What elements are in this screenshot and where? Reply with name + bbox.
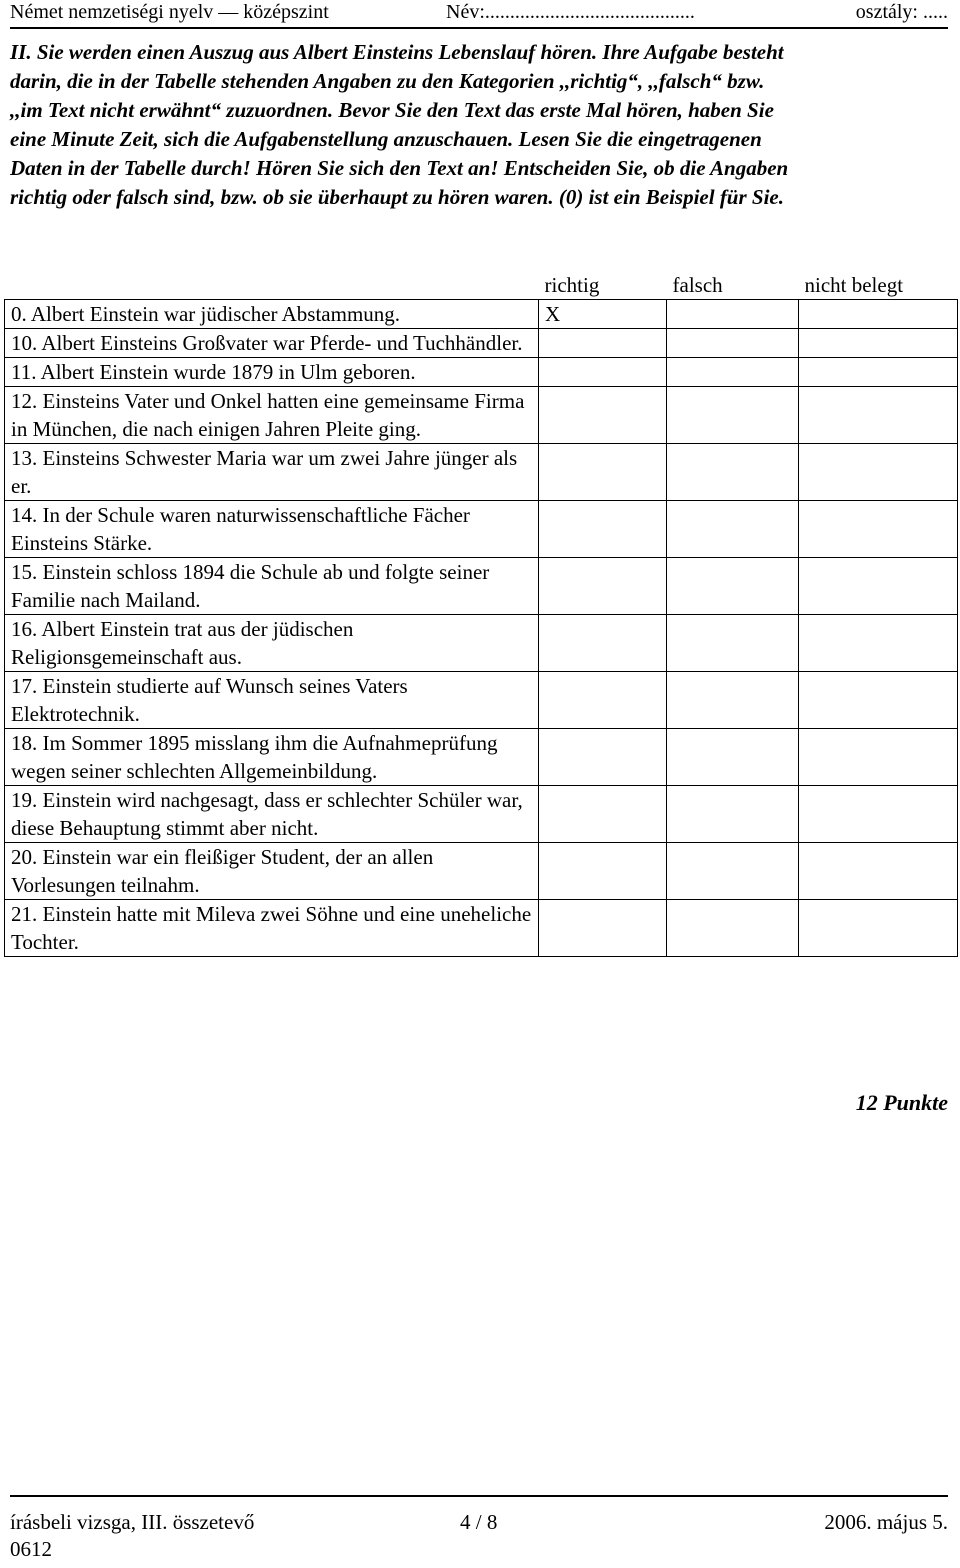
statement-cell — [5, 444, 539, 501]
table-row — [5, 672, 958, 729]
column-header-richtig: richtig — [544, 273, 600, 297]
statement-cell — [5, 387, 539, 444]
answer-cell-richtig[interactable] — [539, 900, 667, 957]
answer-cell-falsch[interactable] — [667, 729, 799, 786]
statement-cell — [5, 300, 539, 329]
statement-number: 21. — [11, 902, 38, 926]
statement-text: Albert Einsteins Großvater war Pferde- und Tuchhändler. — [41, 331, 523, 355]
class-field-label: osztály: ..... — [855, 1, 948, 23]
answer-cell-nicht-belegt[interactable] — [799, 444, 958, 501]
statement-cell — [5, 900, 539, 957]
statement-cell — [5, 786, 539, 843]
answer-cell-richtig[interactable] — [539, 786, 667, 843]
table-row — [5, 900, 958, 957]
answer-cell-richtig[interactable] — [539, 444, 667, 501]
header-divider — [10, 27, 948, 29]
answer-cell-falsch[interactable] — [667, 672, 799, 729]
answer-cell-falsch[interactable] — [667, 786, 799, 843]
table-row — [5, 786, 958, 843]
column-header-nicht-belegt: nicht belegt — [804, 273, 904, 297]
answer-cell-nicht-belegt[interactable] — [799, 329, 958, 358]
table-row — [5, 329, 958, 358]
points-label: 12 Punkte — [855, 1090, 948, 1115]
answer-cell-falsch[interactable] — [667, 329, 799, 358]
statement-cell — [5, 672, 539, 729]
answer-table — [4, 269, 958, 957]
answer-cell-nicht-belegt[interactable] — [799, 900, 958, 957]
statement-text: Albert Einstein war jüdischer Abstammung. — [30, 302, 401, 326]
answer-cell-nicht-belegt[interactable] — [799, 843, 958, 900]
answer-cell-richtig[interactable] — [539, 329, 667, 358]
answer-cell-falsch[interactable] — [667, 615, 799, 672]
table-row — [5, 615, 958, 672]
statement-text: Einstein studierte auf Wunsch seines Vaters Elektrotechnik. — [11, 674, 408, 726]
statement-cell — [5, 358, 539, 387]
statement-number: 13. — [11, 446, 38, 470]
statement-cell — [5, 843, 539, 900]
footer-divider — [10, 1495, 948, 1497]
table-row — [5, 387, 958, 444]
statement-number: 19. — [11, 788, 38, 812]
statement-text: Einstein wird nachgesagt, dass er schlechter Schüler war, diese Behauptung stimmt aber nicht. — [11, 788, 523, 840]
statement-column-header — [5, 269, 539, 300]
statement-text: Albert Einstein wurde 1879 in Ulm geboren. — [40, 360, 416, 384]
answer-cell-nicht-belegt[interactable] — [799, 300, 958, 329]
task-instructions — [10, 38, 950, 212]
statement-number: 15. — [11, 560, 38, 584]
instruction-line: darin, die in der Tabelle stehenden Angaben zu den Kategorien ,,richtig“, ,,falsch“ bzw. — [10, 69, 765, 93]
answer-cell-falsch[interactable] — [667, 387, 799, 444]
table-row — [5, 843, 958, 900]
statement-cell — [5, 329, 539, 358]
answer-cell-falsch[interactable] — [667, 444, 799, 501]
statement-number: 14. — [11, 503, 38, 527]
answer-cell-nicht-belegt[interactable] — [799, 558, 958, 615]
answer-cell-nicht-belegt[interactable] — [799, 729, 958, 786]
statement-text: Einsteins Vater und Onkel hatten eine gemeinsame Firma in München, die nach einigen Jahren Pleite ging. — [11, 389, 525, 441]
statement-cell — [5, 615, 539, 672]
answer-cell-richtig[interactable] — [539, 729, 667, 786]
answer-cell-nicht-belegt[interactable] — [799, 387, 958, 444]
column-header-falsch: falsch — [672, 273, 723, 297]
answer-cell-nicht-belegt[interactable] — [799, 615, 958, 672]
answer-cell-richtig[interactable] — [539, 843, 667, 900]
answer-cell-richtig[interactable] — [539, 358, 667, 387]
table-row — [5, 358, 958, 387]
statement-cell — [5, 501, 539, 558]
answer-cell-falsch[interactable] — [667, 358, 799, 387]
answer-cell-richtig[interactable] — [539, 558, 667, 615]
statement-number: 0. — [11, 302, 27, 326]
table-row — [5, 300, 958, 329]
answer-cell-falsch[interactable] — [667, 501, 799, 558]
instruction-line: richtig oder falsch sind, bzw. ob sie überhaupt zu hören waren. (0) ist ein Beispiel für Sie. — [10, 185, 784, 209]
table-row — [5, 501, 958, 558]
answer-cell-richtig[interactable] — [539, 387, 667, 444]
subject-label: Német nemzetiségi nyelv — középszint — [10, 1, 329, 23]
statement-text: In der Schule waren naturwissenschaftliche Fächer Einsteins Stärke. — [11, 503, 470, 555]
table-row — [5, 729, 958, 786]
statement-number: 17. — [11, 674, 38, 698]
statement-text: Einstein hatte mit Mileva zwei Söhne und eine uneheliche Tochter. — [11, 902, 532, 954]
instruction-line: ,,im Text nicht erwähnt“ zuzuordnen. Bevor Sie den Text das erste Mal hören, haben Sie — [10, 98, 774, 122]
answer-cell-falsch[interactable] — [667, 300, 799, 329]
table-header-row — [5, 269, 958, 300]
statement-number: 11. — [11, 360, 37, 384]
statement-number: 20. — [11, 845, 38, 869]
statement-text: Im Sommer 1895 misslang ihm die Aufnahmeprüfung wegen seiner schlechten Allgemeinbildung. — [11, 731, 498, 783]
statement-text: Einstein war ein fleißiger Student, der an allen Vorlesungen teilnahm. — [11, 845, 434, 897]
instruction-line: eine Minute Zeit, sich die Aufgabenstellung anzuschauen. Lesen Sie die eingetragenen — [10, 127, 762, 151]
page-footer — [10, 1508, 948, 1568]
answer-cell-nicht-belegt[interactable] — [799, 358, 958, 387]
table-row — [5, 444, 958, 501]
answer-cell-nicht-belegt[interactable] — [799, 501, 958, 558]
answer-cell-nicht-belegt[interactable] — [799, 786, 958, 843]
name-field-label: Név:.......................................... — [446, 1, 695, 23]
exam-part-label: írásbeli vizsga, III. összetevő — [10, 1510, 255, 1534]
exam-date: 2006. május 5. — [824, 1510, 948, 1534]
statement-cell — [5, 729, 539, 786]
answer-cell-richtig[interactable] — [539, 672, 667, 729]
page-number: 4 / 8 — [460, 1510, 498, 1534]
statement-number: 12. — [11, 389, 38, 413]
statement-number: 10. — [11, 331, 38, 355]
page-header — [10, 0, 948, 24]
instruction-line: Daten in der Tabelle durch! Hören Sie sich den Text an! Entscheiden Sie, ob die Angaben — [10, 156, 789, 180]
statement-text: Albert Einstein trat aus der jüdischen Religionsgemeinschaft aus. — [11, 617, 354, 669]
answer-cell-nicht-belegt[interactable] — [799, 672, 958, 729]
answer-cell-richtig[interactable] — [539, 615, 667, 672]
answer-cell-richtig[interactable] — [539, 501, 667, 558]
answer-cell-falsch[interactable] — [667, 558, 799, 615]
statement-number: 16. — [11, 617, 38, 641]
exam-code: 0612 — [10, 1537, 52, 1561]
statement-number: 18. — [11, 731, 38, 755]
table-row — [5, 558, 958, 615]
instruction-line: II. Sie werden einen Auszug aus Albert Einsteins Lebenslauf hören. Ihre Aufgabe besteht — [10, 40, 784, 64]
answer-cell-falsch[interactable] — [667, 900, 799, 957]
statement-text: Einstein schloss 1894 die Schule ab und folgte seiner Familie nach Mailand. — [11, 560, 490, 612]
statement-cell — [5, 558, 539, 615]
answer-cell-falsch[interactable] — [667, 843, 799, 900]
answer-cell-richtig[interactable]: X — [539, 300, 667, 329]
statement-text: Einsteins Schwester Maria war um zwei Jahre jünger als er. — [11, 446, 518, 498]
